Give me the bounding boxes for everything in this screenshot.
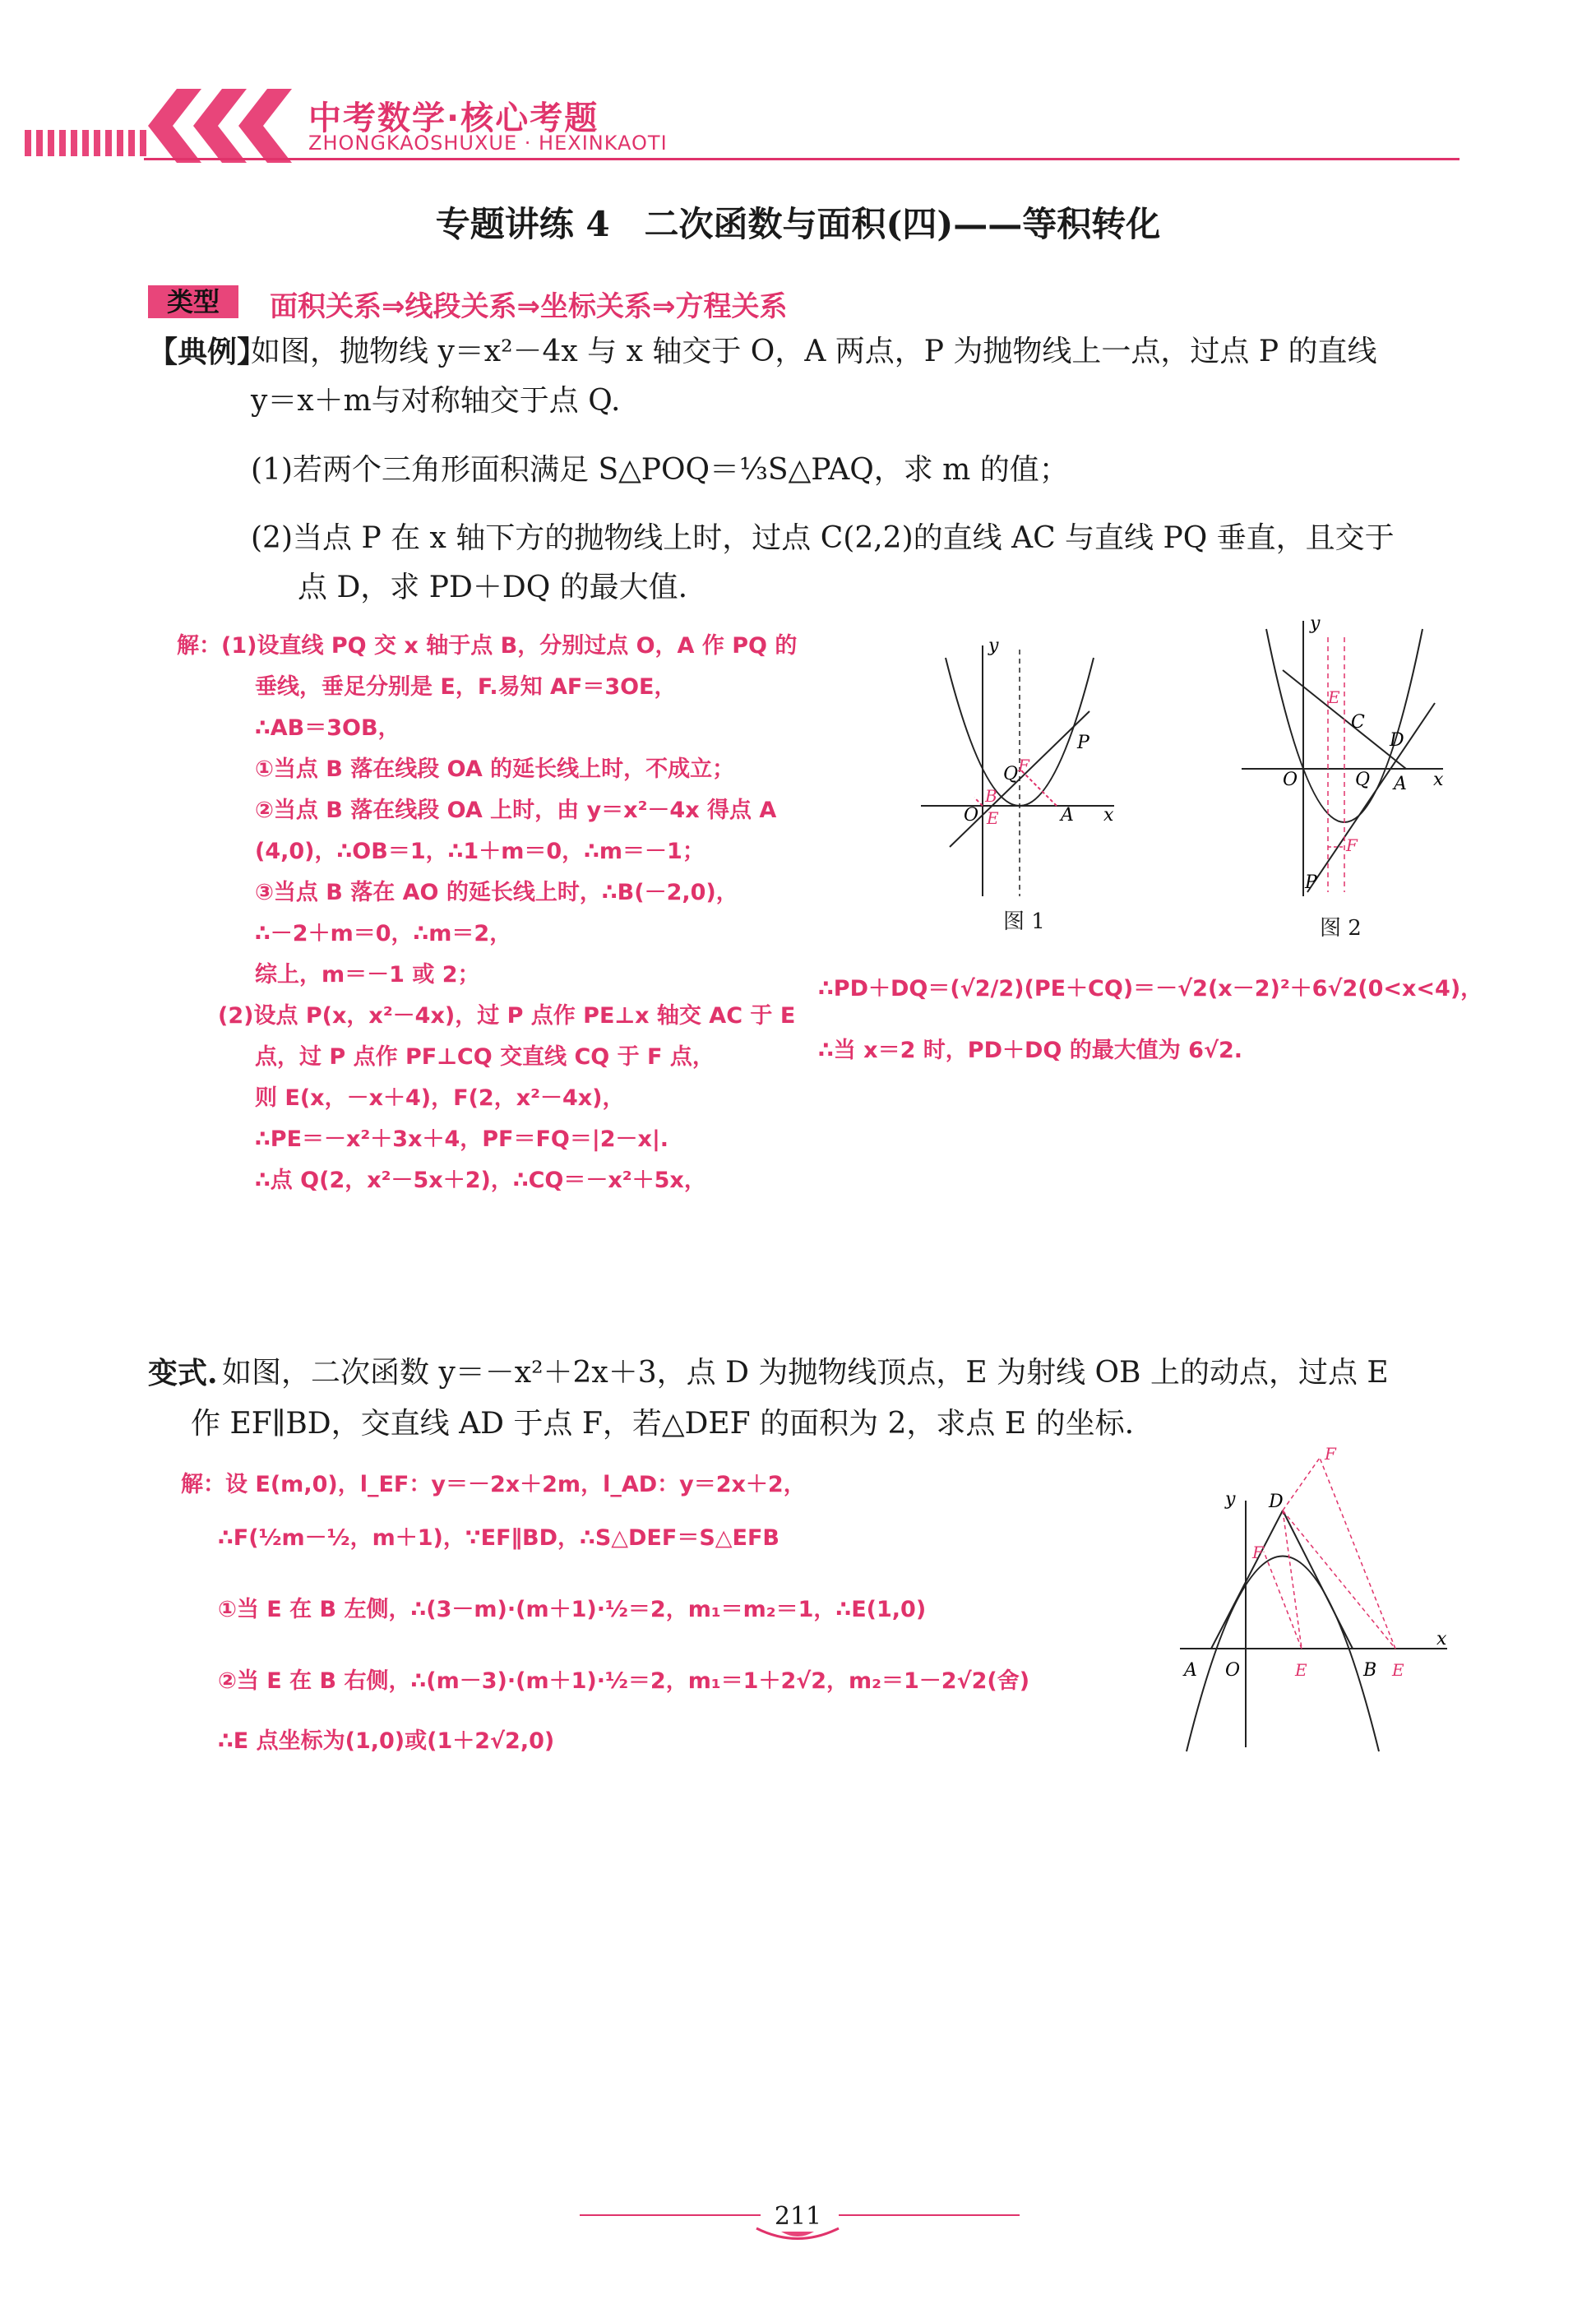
figure2-line-pq [1307,703,1435,892]
figure2-caption: 图 2 [1320,916,1362,941]
figure1-label: F [1018,756,1029,775]
figure1-label: E [987,808,999,828]
figure3-line-ad [1211,1510,1283,1649]
variant-line1: 如图，二次函数 y＝－x²＋2x＋3，点 D 为抛物线顶点，E 为射线 OB 上的动点，过点 E [222,1356,1389,1390]
figure1-label: y [988,636,999,656]
variant-label: 变式. [148,1356,218,1390]
solution2-line: 解：设 E(m,0)，l_EF：y＝－2x＋2m，l_AD：y＝2x＋2， [181,1472,806,1497]
figure2-label: y [1310,613,1321,634]
figure3-label: D [1269,1492,1284,1512]
page-number: 211 [774,2202,822,2231]
figure3-line-df2 [1283,1458,1320,1510]
example-question2-line2: 点 D，求 PD＋DQ 的最大值. [298,571,688,604]
type-badge: 类型 [148,285,238,318]
header-chevrons-icon [144,89,300,163]
figure3-label: E [1295,1660,1307,1680]
variant-line2: 作 EF∥BD，交直线 AD 于点 F，若△DEF 的面积为 2，求点 E 的坐标. [191,1407,1135,1441]
solution1-line: ∴AB＝3OB， [255,715,400,741]
page-title: 专题讲练 4 二次函数与面积(四)——等积转化 [435,204,1161,244]
figure3-label: O [1225,1660,1241,1681]
solution1-line: (2)设点 P(x，x²－4x)，过 P 点作 PE⊥x 轴交 AC 于 E [218,1003,796,1029]
solution1-line: 综上，m＝－1 或 2； [255,962,480,988]
figure3-label: B [1363,1660,1377,1681]
figure2-label: Q [1355,770,1371,790]
figure3-graph [1172,1443,1455,1756]
figure1-label: A [1061,805,1074,826]
figure1-graph [913,633,1118,904]
figure3-line-de1 [1283,1510,1302,1649]
figure3-parabola [1187,1557,1379,1752]
example-question2-line1: (2)当点 P 在 x 轴下方的抛物线上时，过点 C(2,2)的直线 AC 与直线 PQ 垂直，且交于 [251,521,1395,555]
solution1-line: 垂线，垂足分别是 E，F.易知 AF＝3OE， [255,674,677,700]
figure3-label: E [1392,1660,1404,1680]
figure3-line-de2 [1283,1510,1395,1649]
solution1-line: ∴点 Q(2，x²－5x＋2)，∴CQ＝－x²＋5x， [255,1168,706,1193]
figure2-graph [1237,613,1447,904]
header-divider [144,158,1460,160]
solution1-line: ①当点 B 落在线段 OA 的延长线上时，不成立； [255,756,735,782]
solution2-line: ②当 E 在 B 右侧，∴(m－3)·(m＋1)·½＝2，m₁＝1＋2√2，m₂＝1－2√2(舍) [218,1668,1030,1694]
solution2-line: ∴E 点坐标为(1,0)或(1＋2√2,0) [218,1728,555,1754]
solution1-line: 点，过 P 点作 PF⊥CQ 交直线 CQ 于 F 点， [255,1044,715,1070]
figure3-label: x [1436,1629,1447,1649]
solution1-line: ∴PE＝－x²＋3x＋4，PF＝FQ＝|2－x|. [255,1126,669,1152]
figure1-label: x [1103,805,1114,826]
header-title: 中考数学·核心考题 [308,99,599,137]
figure3-label: F [1325,1444,1336,1464]
figure2-label: D [1390,730,1404,751]
example-line1: 如图，抛物线 y＝x²－4x 与 x 轴交于 O，A 两点，P 为抛物线上一点，过点 P 的直线 [251,335,1377,368]
solution1-line: 则 E(x，－x＋4)，F(2，x²－4x)， [255,1085,625,1111]
solution1-right-line: ∴当 x＝2 时，PD＋DQ 的最大值为 6√2. [818,1038,1242,1063]
figure1-caption: 图 1 [1003,909,1045,934]
figure1-label: O [964,805,979,826]
header-subtitle: ZHONGKAOSHUXUE · HEXINKAOTI [308,132,668,155]
figure3-line-ef2 [1320,1458,1395,1649]
example-label: 【典例】 [148,335,267,369]
figure2-label: C [1351,712,1365,733]
solution1-line: ②当点 B 落在线段 OA 上时，由 y＝x²－4x 得点 A [255,798,777,823]
figure2-label: P [1305,872,1317,893]
solution1-line: ③当点 B 落在 AO 的延长线上时，∴B(－2,0)， [255,880,738,905]
figure3-label: A [1184,1660,1197,1681]
figure3-line-ef1 [1264,1552,1302,1649]
figure2-label: E [1328,687,1340,707]
solution2-line: ∴F(½m－½，m＋1)，∵EF∥BD，∴S△DEF＝S△EFB [218,1525,780,1551]
solution1-right-line: ∴PD＋DQ＝(√2/2)(PE＋CQ)＝－√2(x－2)²＋6√2(0<x<4)， [818,976,1483,1002]
figure2-label: F [1346,835,1358,855]
figure2-label: O [1283,770,1298,790]
figure3-label: y [1225,1489,1236,1510]
solution2-line: ①当 E 在 B 左侧，∴(3－m)·(m＋1)·½＝2，m₁＝m₂＝1，∴E(1,0) [218,1597,927,1622]
example-line2: y＝x＋m与对称轴交于点 Q. [251,384,621,418]
solution1-line: ∴－2＋m＝0，∴m＝2， [255,921,512,946]
solution1-line: 解：(1)设直线 PQ 交 x 轴于点 B，分别过点 O，A 作 PQ 的 [177,633,798,659]
figure1-label: P [1077,733,1089,753]
solution1-line: (4,0)，∴OB＝1，∴1＋m＝0，∴m＝－1； [255,839,705,864]
figure1-label: Q [1003,764,1019,784]
example-question1: (1)若两个三角形面积满足 S△POQ＝⅓S△PAQ，求 m 的值； [251,453,1069,487]
figure1-label: B [985,786,997,806]
figure2-label: A [1394,774,1407,794]
header-stripes [25,130,148,156]
type-text: 面积关系⇒线段关系⇒坐标关系⇒方程关系 [270,290,788,323]
figure3-label: F [1252,1543,1264,1562]
figure2-label: x [1433,770,1444,790]
